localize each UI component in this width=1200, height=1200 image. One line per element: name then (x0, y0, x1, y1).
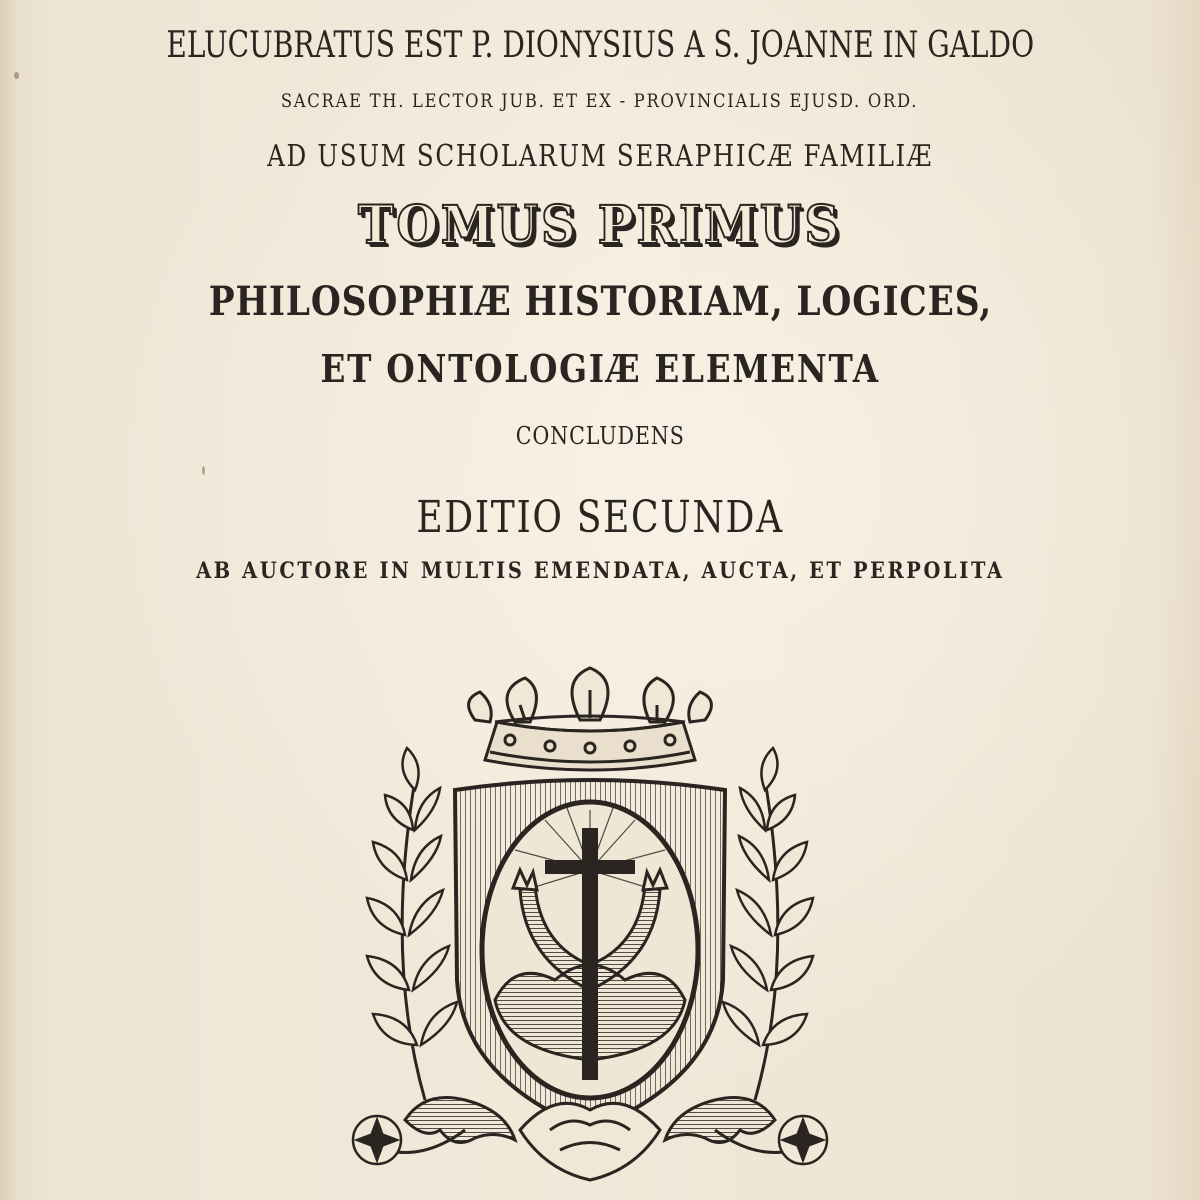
acanthus-ornament-icon (385, 1098, 795, 1181)
laurel-branch-right-icon (723, 748, 813, 1100)
purpose-line: AD USUM SCHOLARUM SERAPHICÆ FAMILIÆ (266, 139, 934, 174)
shield-icon (455, 780, 725, 1130)
volume-heading: TOMUS PRIMUS (358, 195, 842, 256)
edition-heading: EDITIO SECUNDA (416, 492, 784, 543)
laurel-branch-left-icon (367, 748, 457, 1100)
paper-spot (14, 72, 19, 79)
subject-line-1: PHILOSOPHIÆ HISTORIAM, LOGICES, (208, 278, 992, 325)
franciscan-coat-of-arms-icon (345, 660, 835, 1200)
author-title: SACRAE TH. LECTOR JUB. ET EX - PROVINCIALIS EJUSD. ORD. (281, 90, 919, 112)
paper-spot (202, 466, 205, 475)
subject-line-2: ET ONTOLOGIÆ ELEMENTA (320, 346, 880, 391)
concludens-line: CONCLUDENS (515, 422, 685, 450)
author-line: ELUCUBRATUS EST P. DIONYSIUS A S. JOANNE IN GALDO (166, 25, 1034, 66)
crown-icon (469, 668, 712, 770)
edition-note: AB AUCTORE IN MULTIS EMENDATA, AUCTA, ET PERPOLITA (195, 558, 1005, 584)
